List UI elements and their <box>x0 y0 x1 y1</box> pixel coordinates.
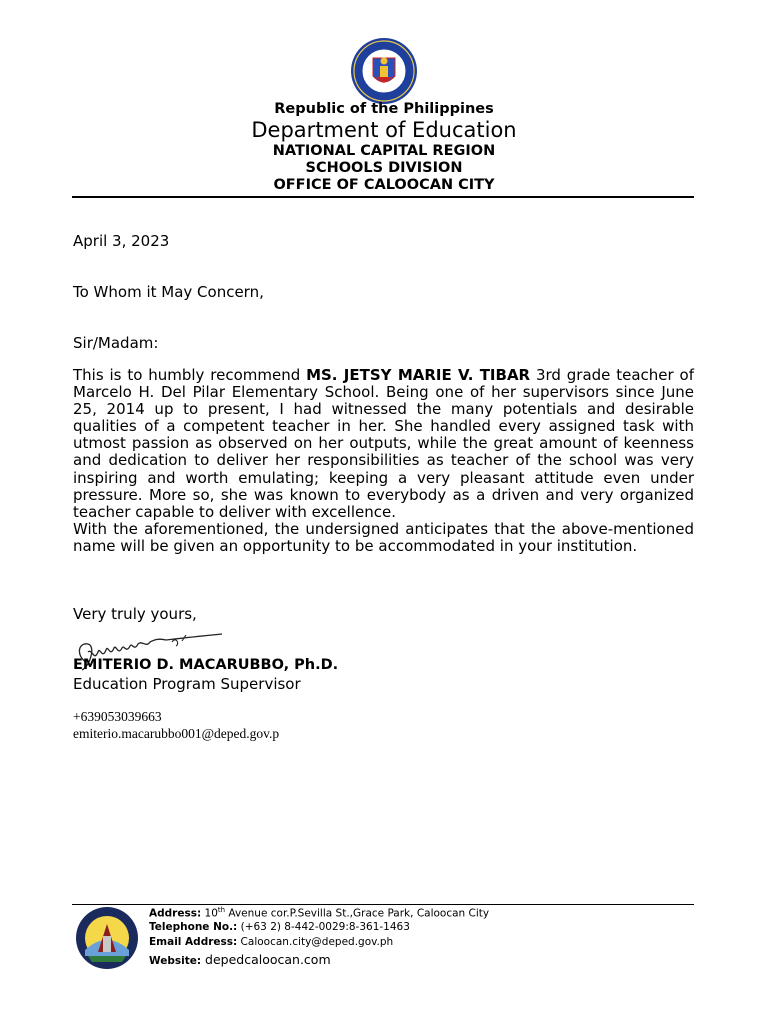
signer-title: Education Program Supervisor <box>73 675 301 693</box>
office-heading: OFFICE OF CALOOCAN CITY <box>273 177 495 193</box>
address-value: Avenue cor.P.Sevilla St.,Grace Park, Caloocan City <box>225 907 490 920</box>
body-paragraph-2: With the aforementioned, the undersigned anticipates that the above-mentioned name will be given an opportunity to be accommodated in your institution. <box>73 519 694 555</box>
signer-email: emiterio.macarubbo001@deped.gov.p <box>73 726 280 741</box>
body-intro: This is to humbly recommend <box>73 366 307 384</box>
division-heading: SCHOOLS DIVISION <box>305 160 463 176</box>
address-number: 10 <box>201 907 218 920</box>
footer-email <box>149 936 393 948</box>
signer-name: EMITERIO D. MACARUBBO, Ph.D. <box>73 657 339 673</box>
email-value: Caloocan.city@deped.gov.ph <box>237 936 394 948</box>
letter-body <box>73 367 694 555</box>
sdo-caloocan-logo <box>72 906 142 970</box>
website-value: depedcaloocan.com <box>201 952 331 967</box>
address-suffix: th <box>217 906 226 914</box>
deped-seal-logo <box>344 36 424 106</box>
republic-heading: Republic of the Philippines <box>274 101 494 117</box>
telephone-value: (+63 2) 8-442-0029:8-361-1463 <box>237 921 410 933</box>
address-label: Address: <box>149 907 202 920</box>
letter-greeting: To Whom it May Concern, <box>73 283 264 301</box>
email-label: Email Address: <box>149 936 238 948</box>
letter-salutation: Sir/Madam: <box>73 334 159 352</box>
website-label: Website: <box>149 955 202 967</box>
recommended-name: MS. JETSY MARIE V. TIBAR <box>306 366 531 384</box>
body-paragraph-1 <box>73 367 694 521</box>
signer-phone: +639053039663 <box>73 709 162 724</box>
region-heading: NATIONAL CAPITAL REGION <box>272 143 496 159</box>
footer-telephone <box>149 921 410 933</box>
department-heading: Department of Education <box>251 118 517 142</box>
body-rest: 3rd grade teacher of Marcelo H. Del Pilar Elementary School. Being one of her supervisors since June 25, 2014 up to present, I had witnessed the many potentials and desirable qualities of a competent teacher in her. She handled every assigned task with utmost passion as observed on her outputs, while the great amount of keenness and dedication to deliver her responsibilities as teacher of the school was very inspiring and worth emulating; keeping a very pleasant attitude even under pressure. More so, she was known to everybody as a driven and very organized teacher capable to deliver with excellence. <box>73 366 695 521</box>
header-divider <box>72 196 694 198</box>
footer-address <box>149 906 489 920</box>
letter-closing: Very truly yours, <box>73 605 197 623</box>
letter-date: April 3, 2023 <box>73 232 170 250</box>
telephone-label: Telephone No.: <box>149 921 238 933</box>
footer-divider <box>72 904 694 905</box>
footer-website <box>149 952 331 967</box>
